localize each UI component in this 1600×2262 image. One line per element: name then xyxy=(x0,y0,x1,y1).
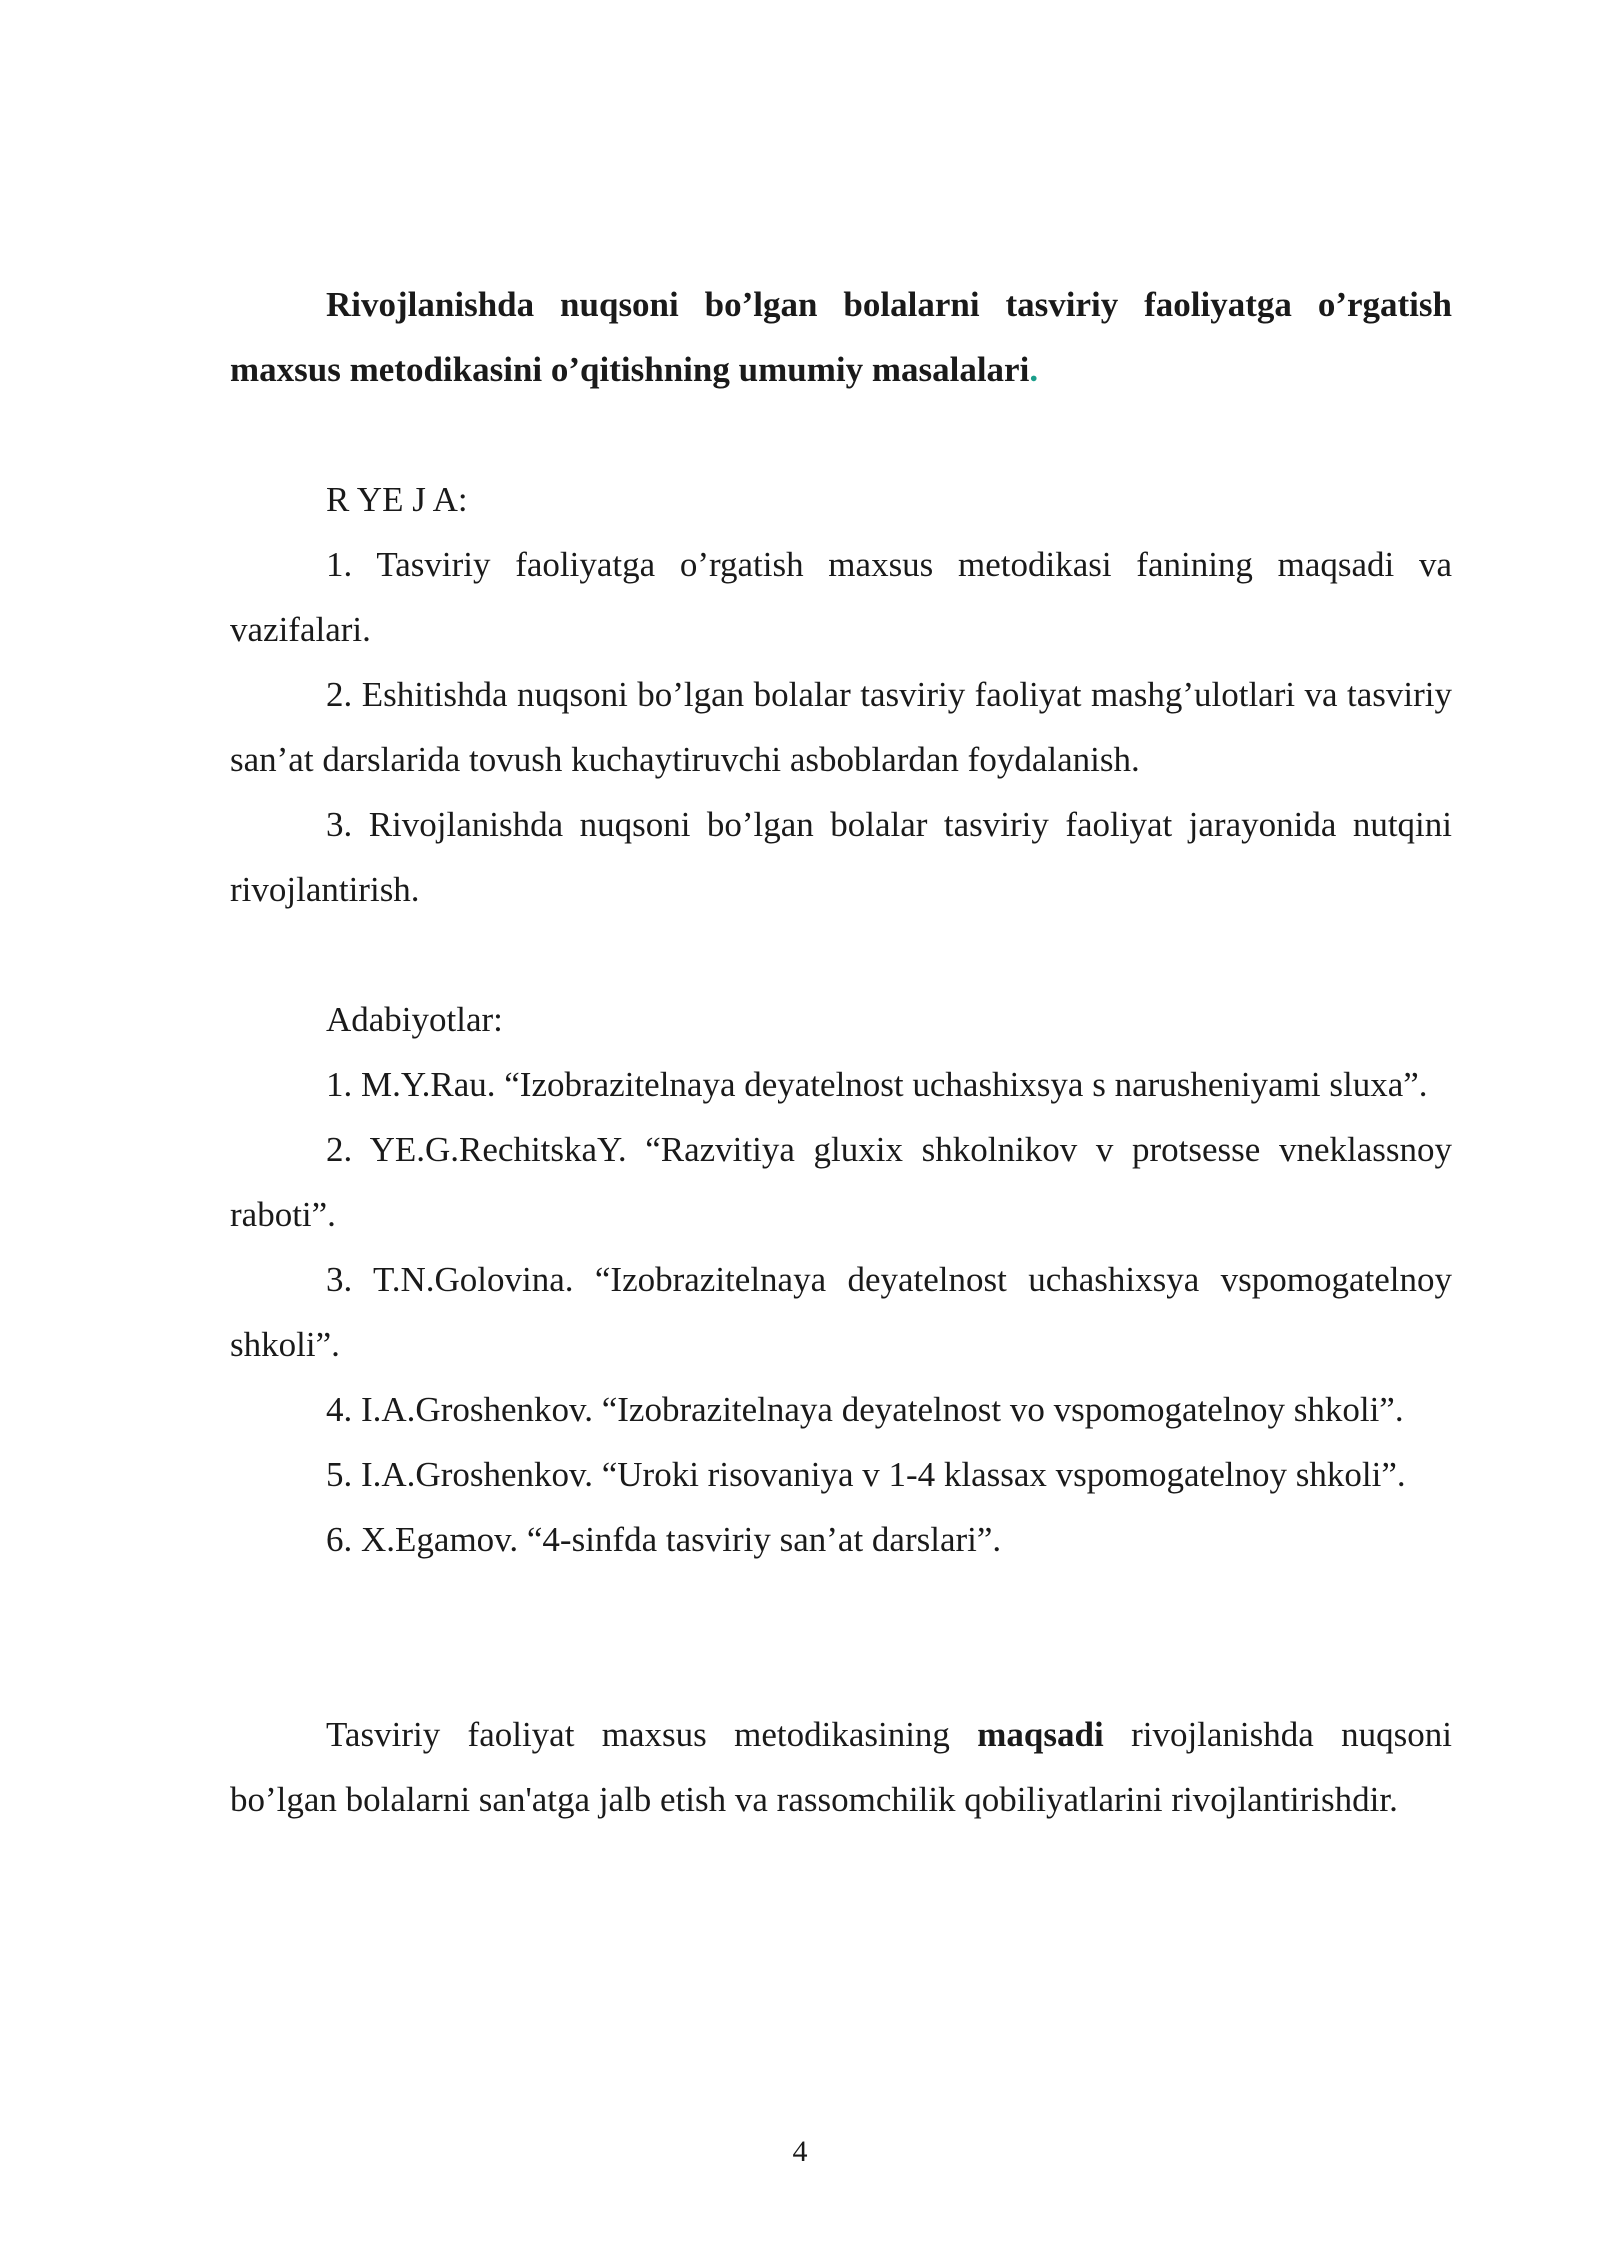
literature-item: 3. T.N.Golovina. “Izobrazitelnaya deyatelnost uchashixsya vspomogatelnoy shkoli”. xyxy=(230,1260,1452,1364)
closing-paragraph xyxy=(230,1702,1452,1832)
closing-text-end: rivojlanishda nuqsoni bo’lgan bolalarni san'atga jalb etish va rassomchilik qobiliyatlarini rivojlantirishdir. xyxy=(230,1715,1452,1819)
spacer xyxy=(230,1572,1452,1702)
document-title xyxy=(230,272,1452,402)
closing-bold-term: maqsadi xyxy=(977,1715,1104,1754)
literature-item: 4. I.A.Groshenkov. “Izobrazitelnaya deyatelnost vo vspomogatelnoy shkoli”. xyxy=(326,1390,1404,1429)
literature-item: 6. X.Egamov. “4-sinfda tasviriy san’at darslari”. xyxy=(326,1520,1002,1559)
page-number: 4 xyxy=(792,2135,808,2168)
spacer xyxy=(230,402,1452,467)
document-body xyxy=(230,272,1452,1832)
spacer xyxy=(230,922,1452,987)
plan-item: 1. Tasviriy faoliyatga o’rgatish maxsus metodikasi fanining maqsadi va vazifalari. xyxy=(230,545,1452,649)
literature-heading: Adabiyotlar: xyxy=(326,1000,503,1039)
plan-item: 2. Eshitishda nuqsoni bo’lgan bolalar tasviriy faoliyat mashg’ulotlari va tasviriy san’at darslarida tovush kuchaytiruvchi asboblardan foydalanish. xyxy=(230,675,1452,779)
plan-item: 3. Rivojlanishda nuqsoni bo’lgan bolalar tasviriy faoliyat jarayonida nutqini rivojlantirish. xyxy=(230,805,1452,909)
plan-heading: R YE J A: xyxy=(326,480,468,519)
title-period: . xyxy=(1029,350,1039,389)
literature-item: 5. I.A.Groshenkov. “Uroki risovaniya v 1-4 klassax vspomogatelnoy shkoli”. xyxy=(326,1455,1406,1494)
literature-item: 1. M.Y.Rau. “Izobrazitelnaya deyatelnost uchashixsya s narusheniyami sluxa”. xyxy=(326,1065,1428,1104)
closing-text-start: Tasviriy faoliyat maxsus metodikasining xyxy=(326,1715,978,1754)
literature-item: 2. YE.G.RechitskaY. “Razvitiya gluxix shkolnikov v protsesse vneklassnoy raboti”. xyxy=(230,1130,1452,1234)
title-text: Rivojlanishda nuqsoni bo’lgan bolalarni tasviriy faoliyatga o’rgatish maxsus metodikasini o’qitishning umumiy masalalari xyxy=(230,285,1452,389)
